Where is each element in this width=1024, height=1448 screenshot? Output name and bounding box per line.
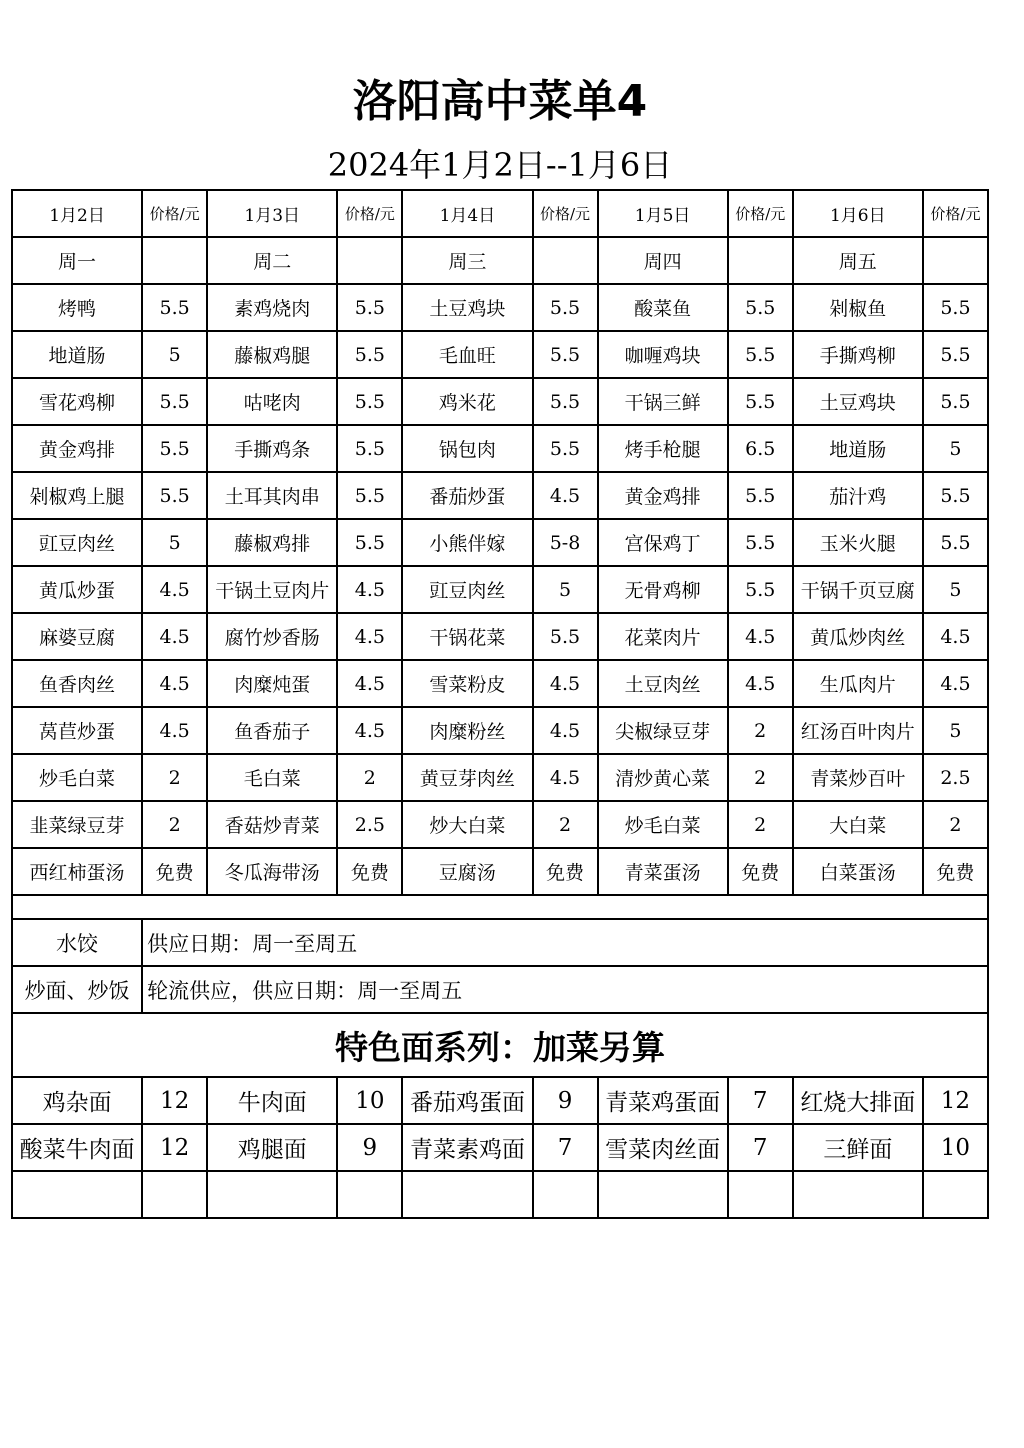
dish-cell: 腐竹炒香肠 xyxy=(207,613,337,660)
weekday-cell: 周二 xyxy=(207,237,337,284)
price-cell: 4.5 xyxy=(337,660,402,707)
price-cell: 5.5 xyxy=(142,378,207,425)
extra-row xyxy=(12,919,988,966)
extra-info: 轮流供应，供应日期：周一至周五 xyxy=(142,966,988,1013)
price-cell: 5.5 xyxy=(728,378,793,425)
dish-cell: 西红柿蛋汤 xyxy=(12,848,142,895)
dish-cell: 香菇炒青菜 xyxy=(207,801,337,848)
extra-label: 水饺 xyxy=(12,919,142,966)
price-cell: 5.5 xyxy=(337,331,402,378)
dish-cell: 鱼香肉丝 xyxy=(12,660,142,707)
price-cell: 5.5 xyxy=(728,331,793,378)
dish-cell: 黄金鸡排 xyxy=(12,425,142,472)
price-cell: 4.5 xyxy=(337,566,402,613)
noodle-price-cell: 10 xyxy=(923,1124,988,1171)
dish-cell: 豇豆肉丝 xyxy=(402,566,532,613)
price-cell: 5 xyxy=(533,566,598,613)
empty-cell xyxy=(142,1171,207,1218)
dish-cell: 烤鸭 xyxy=(12,284,142,331)
menu-row xyxy=(12,754,988,801)
menu-row xyxy=(12,660,988,707)
noodle-price-cell: 7 xyxy=(728,1077,793,1124)
price-header-cell: 价格/元 xyxy=(923,190,988,237)
noodle-row xyxy=(12,1077,988,1124)
date-cell: 1月3日 xyxy=(207,190,337,237)
price-cell: 5.5 xyxy=(142,472,207,519)
menu-row xyxy=(12,378,988,425)
date-range-subtitle: 2024年1月2日--1月6日 xyxy=(327,146,673,184)
empty-cell xyxy=(793,1171,923,1218)
price-cell: 5.5 xyxy=(923,472,988,519)
price-cell: 2 xyxy=(728,801,793,848)
dish-cell: 茄汁鸡 xyxy=(793,472,923,519)
empty-cell xyxy=(337,237,402,284)
price-cell: 2 xyxy=(923,801,988,848)
noodle-cell: 鸡腿面 xyxy=(207,1124,337,1171)
dish-cell: 炒毛白菜 xyxy=(12,754,142,801)
price-cell: 5.5 xyxy=(923,331,988,378)
noodle-cell: 三鲜面 xyxy=(793,1124,923,1171)
price-header-cell: 价格/元 xyxy=(728,190,793,237)
price-cell: 4.5 xyxy=(337,707,402,754)
weekday-row xyxy=(12,237,988,284)
price-cell: 免费 xyxy=(142,848,207,895)
dish-cell: 豆腐汤 xyxy=(402,848,532,895)
dish-cell: 清炒黄心菜 xyxy=(598,754,728,801)
dish-cell: 肉糜炖蛋 xyxy=(207,660,337,707)
price-cell: 2 xyxy=(142,754,207,801)
noodle-cell: 牛肉面 xyxy=(207,1077,337,1124)
empty-cell xyxy=(402,1171,532,1218)
noodle-banner-row xyxy=(12,1013,988,1077)
noodle-price-cell: 12 xyxy=(142,1077,207,1124)
menu-table xyxy=(11,189,989,1219)
empty-cell xyxy=(728,1171,793,1218)
dish-cell: 番茄炒蛋 xyxy=(402,472,532,519)
date-cell: 1月4日 xyxy=(402,190,532,237)
price-cell: 5.5 xyxy=(923,378,988,425)
price-cell: 4.5 xyxy=(533,707,598,754)
price-cell: 2 xyxy=(728,754,793,801)
dish-cell: 黄瓜炒蛋 xyxy=(12,566,142,613)
dish-cell: 大白菜 xyxy=(793,801,923,848)
price-cell: 5.5 xyxy=(533,425,598,472)
price-cell: 5.5 xyxy=(533,613,598,660)
price-header-cell: 价格/元 xyxy=(142,190,207,237)
dish-cell: 土耳其肉串 xyxy=(207,472,337,519)
price-cell: 5.5 xyxy=(728,566,793,613)
price-cell: 5.5 xyxy=(728,472,793,519)
price-cell: 5 xyxy=(142,519,207,566)
dish-cell: 干锅三鲜 xyxy=(598,378,728,425)
dish-cell: 藤椒鸡排 xyxy=(207,519,337,566)
dish-cell: 剁椒鸡上腿 xyxy=(12,472,142,519)
menu-row xyxy=(12,566,988,613)
menu-table-body xyxy=(12,190,988,1218)
price-cell: 免费 xyxy=(728,848,793,895)
dish-cell: 藤椒鸡腿 xyxy=(207,331,337,378)
noodle-cell: 青菜素鸡面 xyxy=(402,1124,532,1171)
price-cell: 4.5 xyxy=(728,613,793,660)
dish-cell: 豇豆肉丝 xyxy=(12,519,142,566)
price-header-cell: 价格/元 xyxy=(533,190,598,237)
price-cell: 5.5 xyxy=(337,472,402,519)
dish-cell: 干锅花菜 xyxy=(402,613,532,660)
price-cell: 免费 xyxy=(533,848,598,895)
price-cell: 5-8 xyxy=(533,519,598,566)
empty-cell xyxy=(533,1171,598,1218)
price-cell: 5.5 xyxy=(923,519,988,566)
dish-cell: 干锅土豆肉片 xyxy=(207,566,337,613)
price-cell: 2 xyxy=(337,754,402,801)
menu-row xyxy=(12,284,988,331)
noodle-banner: 特色面系列：加菜另算 xyxy=(12,1013,988,1077)
date-cell: 1月2日 xyxy=(12,190,142,237)
menu-row xyxy=(12,331,988,378)
menu-row xyxy=(12,425,988,472)
noodle-price-cell: 7 xyxy=(728,1124,793,1171)
price-cell: 5 xyxy=(142,331,207,378)
price-cell: 免费 xyxy=(337,848,402,895)
dish-cell: 红汤百叶肉片 xyxy=(793,707,923,754)
dish-cell: 土豆鸡块 xyxy=(402,284,532,331)
empty-cell xyxy=(207,1171,337,1218)
menu-row xyxy=(12,707,988,754)
dish-cell: 尖椒绿豆芽 xyxy=(598,707,728,754)
dish-cell: 冬瓜海带汤 xyxy=(207,848,337,895)
dish-cell: 雪花鸡柳 xyxy=(12,378,142,425)
price-cell: 5.5 xyxy=(142,425,207,472)
spacer-row xyxy=(12,895,988,919)
extra-label: 炒面、炒饭 xyxy=(12,966,142,1013)
price-cell: 5 xyxy=(923,566,988,613)
price-cell: 4.5 xyxy=(923,660,988,707)
dish-cell: 青菜炒百叶 xyxy=(793,754,923,801)
dish-cell: 咖喱鸡块 xyxy=(598,331,728,378)
noodle-price-cell: 12 xyxy=(142,1124,207,1171)
dish-cell: 韭菜绿豆芽 xyxy=(12,801,142,848)
price-cell: 5.5 xyxy=(337,284,402,331)
dish-cell: 烤手枪腿 xyxy=(598,425,728,472)
price-cell: 4.5 xyxy=(728,660,793,707)
price-cell: 2 xyxy=(533,801,598,848)
price-cell: 5 xyxy=(923,707,988,754)
price-cell: 5.5 xyxy=(533,378,598,425)
noodle-cell: 红烧大排面 xyxy=(793,1077,923,1124)
price-cell: 5.5 xyxy=(337,425,402,472)
dish-cell: 白菜蛋汤 xyxy=(793,848,923,895)
price-cell: 2 xyxy=(728,707,793,754)
noodle-cell: 酸菜牛肉面 xyxy=(12,1124,142,1171)
price-cell: 5.5 xyxy=(923,284,988,331)
dish-cell: 青菜蛋汤 xyxy=(598,848,728,895)
price-cell: 4.5 xyxy=(142,613,207,660)
dish-cell: 手撕鸡柳 xyxy=(793,331,923,378)
dish-cell: 毛血旺 xyxy=(402,331,532,378)
dish-cell: 花菜肉片 xyxy=(598,613,728,660)
price-cell: 4.5 xyxy=(533,660,598,707)
menu-row xyxy=(12,519,988,566)
noodle-cell: 青菜鸡蛋面 xyxy=(598,1077,728,1124)
dish-cell: 玉米火腿 xyxy=(793,519,923,566)
noodle-cell: 番茄鸡蛋面 xyxy=(402,1077,532,1124)
weekday-cell: 周一 xyxy=(12,237,142,284)
dish-cell: 黄瓜炒肉丝 xyxy=(793,613,923,660)
empty-cell xyxy=(923,1171,988,1218)
dish-cell: 剁椒鱼 xyxy=(793,284,923,331)
dish-cell: 土豆肉丝 xyxy=(598,660,728,707)
price-cell: 5.5 xyxy=(337,378,402,425)
weekday-cell: 周五 xyxy=(793,237,923,284)
price-cell: 4.5 xyxy=(142,660,207,707)
empty-cell xyxy=(142,237,207,284)
dish-cell: 咕咾肉 xyxy=(207,378,337,425)
dish-cell: 酸菜鱼 xyxy=(598,284,728,331)
price-cell: 5.5 xyxy=(533,284,598,331)
dish-cell: 无骨鸡柳 xyxy=(598,566,728,613)
page-title: 洛阳高中菜单4 xyxy=(352,76,648,127)
noodle-price-cell: 12 xyxy=(923,1077,988,1124)
price-cell: 5.5 xyxy=(337,519,402,566)
dish-cell: 素鸡烧肉 xyxy=(207,284,337,331)
price-cell: 5 xyxy=(923,425,988,472)
price-cell: 4.5 xyxy=(142,566,207,613)
price-cell: 4.5 xyxy=(533,472,598,519)
price-cell: 免费 xyxy=(923,848,988,895)
price-cell: 2.5 xyxy=(923,754,988,801)
price-cell: 4.5 xyxy=(923,613,988,660)
date-cell: 1月6日 xyxy=(793,190,923,237)
price-cell: 5.5 xyxy=(142,284,207,331)
dish-cell: 锅包肉 xyxy=(402,425,532,472)
empty-cell xyxy=(923,237,988,284)
dish-cell: 毛白菜 xyxy=(207,754,337,801)
date-header-row xyxy=(12,190,988,237)
noodle-price-cell: 10 xyxy=(337,1077,402,1124)
noodle-row xyxy=(12,1124,988,1171)
price-cell: 5.5 xyxy=(728,519,793,566)
dish-cell: 宫保鸡丁 xyxy=(598,519,728,566)
dish-cell: 黄豆芽肉丝 xyxy=(402,754,532,801)
dish-cell: 炒毛白菜 xyxy=(598,801,728,848)
dish-cell: 生瓜肉片 xyxy=(793,660,923,707)
dish-cell: 肉糜粉丝 xyxy=(402,707,532,754)
empty-cell xyxy=(12,895,988,919)
dish-cell: 干锅千页豆腐 xyxy=(793,566,923,613)
empty-cell xyxy=(598,1171,728,1218)
empty-cell xyxy=(12,1171,142,1218)
price-header-cell: 价格/元 xyxy=(337,190,402,237)
empty-cell xyxy=(533,237,598,284)
menu-row xyxy=(12,472,988,519)
menu-row xyxy=(12,801,988,848)
dish-cell: 莴苣炒蛋 xyxy=(12,707,142,754)
dish-cell: 地道肠 xyxy=(793,425,923,472)
dish-cell: 雪菜粉皮 xyxy=(402,660,532,707)
price-cell: 2.5 xyxy=(337,801,402,848)
dish-cell: 土豆鸡块 xyxy=(793,378,923,425)
noodle-cell: 鸡杂面 xyxy=(12,1077,142,1124)
dish-cell: 鸡米花 xyxy=(402,378,532,425)
price-cell: 4.5 xyxy=(533,754,598,801)
price-cell: 2 xyxy=(142,801,207,848)
extra-info: 供应日期：周一至周五 xyxy=(142,919,988,966)
price-cell: 5.5 xyxy=(533,331,598,378)
weekday-cell: 周四 xyxy=(598,237,728,284)
menu-row xyxy=(12,613,988,660)
dish-cell: 炒大白菜 xyxy=(402,801,532,848)
dish-cell: 麻婆豆腐 xyxy=(12,613,142,660)
weekday-cell: 周三 xyxy=(402,237,532,284)
dish-cell: 黄金鸡排 xyxy=(598,472,728,519)
price-cell: 5.5 xyxy=(728,284,793,331)
price-cell: 4.5 xyxy=(142,707,207,754)
extra-row xyxy=(12,966,988,1013)
empty-cell xyxy=(337,1171,402,1218)
noodle-cell: 雪菜肉丝面 xyxy=(598,1124,728,1171)
price-cell: 6.5 xyxy=(728,425,793,472)
dish-cell: 地道肠 xyxy=(12,331,142,378)
noodle-price-cell: 9 xyxy=(337,1124,402,1171)
dish-cell: 鱼香茄子 xyxy=(207,707,337,754)
noodle-price-cell: 9 xyxy=(533,1077,598,1124)
dish-cell: 小熊伴嫁 xyxy=(402,519,532,566)
menu-row xyxy=(12,848,988,895)
price-cell: 4.5 xyxy=(337,613,402,660)
empty-cell xyxy=(728,237,793,284)
dish-cell: 手撕鸡条 xyxy=(207,425,337,472)
noodle-price-cell: 7 xyxy=(533,1124,598,1171)
date-cell: 1月5日 xyxy=(598,190,728,237)
empty-row xyxy=(12,1171,988,1218)
